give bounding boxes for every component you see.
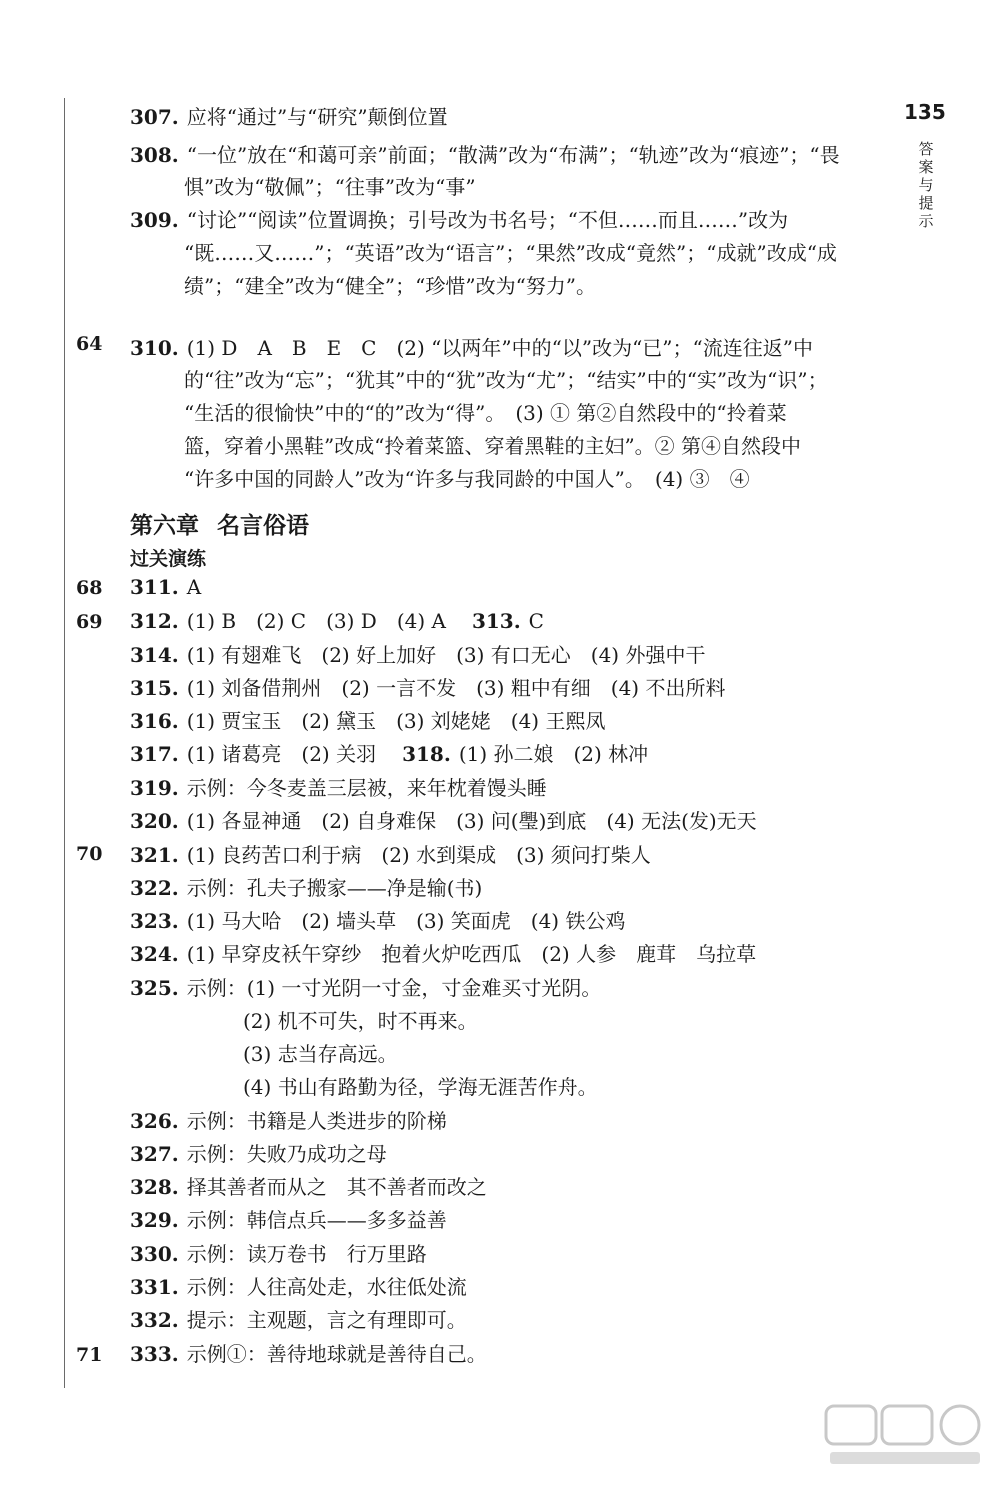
source-page-ref: 70	[76, 843, 103, 865]
answer-line	[130, 577, 201, 597]
answer-text: 示例：今冬麦盖三层被，来年枕着馒头睡	[186, 776, 547, 800]
answer-text: 示例①：善待地球就是善待自己。	[186, 1342, 487, 1366]
chapter-heading	[130, 507, 309, 540]
answer-text: 篮，穿着小黑鞋”改成“拎着菜篮、穿着黑鞋的主妇”。② 第④自然段中	[184, 434, 802, 458]
answer-number: 309.	[130, 208, 179, 232]
answer-line	[130, 1210, 447, 1230]
answer-line	[130, 210, 788, 230]
answer-number: 323.	[130, 909, 179, 933]
answer-text: (1) 刘备借荆州 (2) 一言不发 (3) 粗中有细 (4) 不出所料	[186, 676, 726, 700]
answer-text: C	[528, 609, 544, 633]
answer-line	[130, 811, 757, 831]
answer-text: 示例：韩信点兵——多多益善	[186, 1208, 447, 1232]
chapter-title: 名言俗语	[217, 512, 309, 539]
answer-line	[243, 1011, 478, 1031]
answer-text: (1) 孙二娘 (2) 林冲	[458, 742, 649, 766]
answer-line	[130, 645, 705, 665]
answer-line	[130, 978, 601, 998]
answer-number: 317.	[130, 742, 179, 766]
answer-text: 绩”；“建全”改为“健全”；“珍惜”改为“努力”。	[184, 274, 597, 298]
answer-text: (1) 贾宝玉 (2) 黛玉 (3) 刘姥姥 (4) 王熙凤	[186, 709, 606, 733]
answer-number: 325.	[130, 976, 179, 1000]
answer-line	[184, 370, 828, 390]
answer-text: (2) 机不可失，时不再来。	[243, 1009, 478, 1033]
answer-line	[130, 878, 482, 898]
answer-text: 示例：书籍是人类进步的阶梯	[186, 1109, 447, 1133]
answer-line	[130, 1244, 427, 1264]
answer-line	[130, 744, 648, 764]
side-label-char: 答	[918, 140, 934, 158]
side-label-char: 与	[918, 176, 934, 194]
section-heading: 过关演练	[130, 548, 207, 570]
answer-line	[243, 1044, 398, 1064]
answer-line	[243, 1077, 598, 1097]
answer-number: 326.	[130, 1109, 179, 1133]
answer-text: (1) B (2) C (3) D (4) A	[186, 609, 446, 633]
answer-number: 333.	[130, 1342, 179, 1366]
answer-line	[130, 911, 625, 931]
page-number: 135	[904, 100, 946, 124]
source-page-ref: 69	[76, 611, 103, 633]
answer-number: 311.	[130, 575, 179, 599]
answer-text: A	[186, 575, 202, 599]
answer-text: “生活的很愉快”中的“的”改为“得”。 (3) ① 第②自然段中的“拎着菜	[184, 401, 787, 425]
answer-text: “许多中国的同龄人”改为“许多与我同龄的中国人”。 (4) ③ ④	[184, 467, 750, 491]
answer-line	[130, 1277, 467, 1297]
answer-number: 313.	[471, 609, 521, 633]
answer-text: 示例：孔夫子搬家——净是输(书)	[186, 876, 483, 900]
answer-number: 307.	[130, 105, 179, 129]
answer-number: 332.	[130, 1308, 179, 1332]
answer-number: 331.	[130, 1275, 179, 1299]
answer-number: 322.	[130, 876, 179, 900]
answer-text: 示例：读万卷书 行万里路	[186, 1242, 427, 1266]
answer-line	[184, 243, 837, 263]
answer-line	[184, 177, 476, 197]
answer-line	[130, 1310, 467, 1330]
answer-line	[130, 845, 651, 865]
answer-number: 310.	[130, 336, 179, 360]
answer-number: 320.	[130, 809, 179, 833]
side-label-char: 提	[918, 194, 934, 212]
answer-text: (1) 诸葛亮 (2) 关羽	[186, 742, 377, 766]
answer-number: 314.	[130, 643, 179, 667]
answer-text: 提示：主观题，言之有理即可。	[186, 1308, 467, 1332]
answer-text: 示例：人往高处走，水往低处流	[186, 1275, 467, 1299]
chapter-number: 第六章	[130, 512, 199, 539]
answer-line	[130, 1111, 447, 1131]
answer-number: 315.	[130, 676, 179, 700]
answer-number: 308.	[130, 143, 179, 167]
answer-number: 329.	[130, 1208, 179, 1232]
answer-line	[130, 1344, 487, 1364]
answer-number: 321.	[130, 843, 179, 867]
answer-line	[130, 678, 725, 698]
answer-text: 择其善者而从之 其不善者而改之	[186, 1175, 487, 1199]
answer-line	[130, 778, 547, 798]
answer-line	[130, 107, 448, 127]
side-label-char: 案	[918, 158, 934, 176]
answer-text: 应将“通过”与“研究”颠倒位置	[186, 105, 448, 129]
answer-line	[130, 145, 840, 165]
answer-number: 318.	[402, 742, 451, 766]
answer-line	[184, 436, 801, 456]
answer-line	[130, 944, 756, 964]
answer-number: 312.	[130, 609, 179, 633]
answer-number: 330.	[130, 1242, 179, 1266]
answer-text: “讨论”“阅读”位置调换；引号改为书名号；“不但……而且……”改为	[186, 208, 789, 232]
answer-text: “一位”放在“和蔼可亲”前面；“散满”改为“布满”；“轨迹”改为“痕迹”；“畏	[186, 143, 840, 167]
answer-text: (1) 良药苦口利于病 (2) 水到渠成 (3) 须问打柴人	[186, 843, 651, 867]
answer-line	[130, 711, 605, 731]
source-page-ref: 64	[76, 333, 103, 355]
answer-line	[130, 1177, 487, 1197]
answer-text: (1) 早穿皮袄午穿纱 抱着火炉吃西瓜 (2) 人参 鹿茸 乌拉草	[186, 942, 757, 966]
answer-text: 惧”改为“敬佩”；“往事”改为“事”	[184, 175, 476, 199]
answer-line	[130, 1144, 387, 1164]
answer-line	[184, 403, 787, 423]
answer-text: (1) D A B E C (2) “以两年”中的“以”改为“已”；“流连往返”中	[186, 336, 813, 360]
answer-number: 324.	[130, 942, 179, 966]
answer-number: 319.	[130, 776, 179, 800]
answer-line	[184, 276, 596, 296]
watermark-logo	[820, 1400, 990, 1470]
answer-line	[130, 611, 544, 631]
answer-text: (1) 马大哈 (2) 墙头草 (3) 笑面虎 (4) 铁公鸡	[186, 909, 626, 933]
side-label-char: 示	[918, 212, 934, 230]
source-page-ref: 68	[76, 577, 103, 599]
answer-text: 示例：(1) 一寸光阴一寸金，寸金难买寸光阴。	[186, 976, 602, 1000]
answer-text: (1) 各显神通 (2) 自身难保 (3) 问(璺)到底 (4) 无法(发)无天	[186, 809, 757, 833]
side-label	[916, 140, 936, 230]
answer-number: 327.	[130, 1142, 179, 1166]
source-page-ref: 71	[76, 1344, 103, 1366]
answer-text: “既……又……”；“英语”改为“语言”；“果然”改成“竟然”；“成就”改成“成	[184, 241, 837, 265]
margin-rule	[64, 98, 65, 1388]
answer-number: 328.	[130, 1175, 179, 1199]
answer-text: 示例：失败乃成功之母	[186, 1142, 387, 1166]
answer-text: 的“往”改为“忘”；“犹其”中的“犹”改为“尤”；“结实”中的“实”改为“识”；	[184, 368, 828, 392]
answer-text: (3) 志当存高远。	[243, 1042, 398, 1066]
answer-number: 316.	[130, 709, 179, 733]
answer-line	[130, 338, 813, 358]
answer-text: (1) 有翅难飞 (2) 好上加好 (3) 有口无心 (4) 外强中干	[186, 643, 706, 667]
answer-text: (4) 书山有路勤为径，学海无涯苦作舟。	[243, 1075, 598, 1099]
answer-line	[184, 469, 750, 489]
